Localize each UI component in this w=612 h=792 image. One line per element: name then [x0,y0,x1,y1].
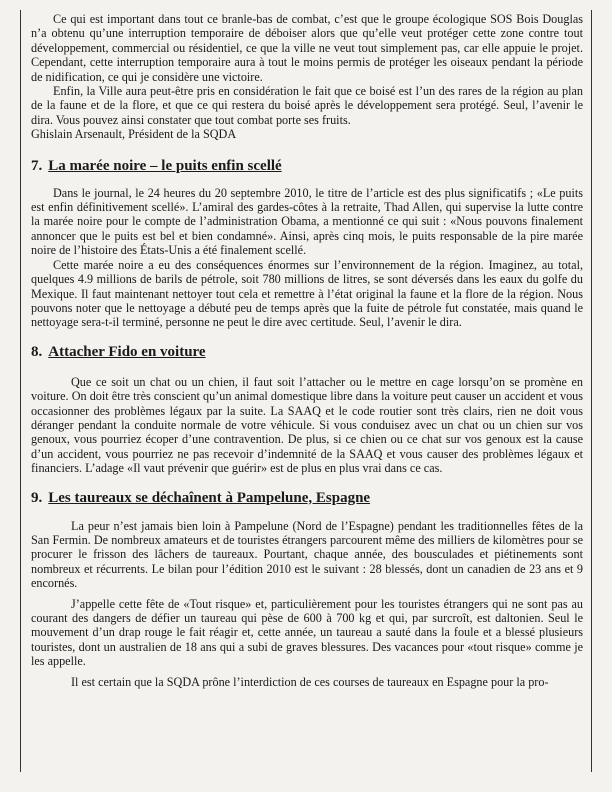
intro-paragraph-2: Enfin, la Ville aura peut-être pris en considération le fait que ce boisé est l’un des rares de la région au plan de la faune et de la flore, et que ce qui restera du boisé après le développement sera protégé. Seul, l’avenir le dira. Vous pouvez ainsi constater que tout combat porte ses fruits. [31,84,583,127]
section-8-heading [31,344,583,361]
section-7-paragraph-2: Cette marée noire a eu des conséquences énormes sur l’environnement de la région. Imaginez, au total, quelques 4.9 millions de barils de pétrole, soit 780 millions de litres, se sont déversés dans les eaux du golfe du Mexique. Il faut maintenant nettoyer tout cela et remettre à l’état original la faune et la flore de la région. Nous pouvons noter que le nettoyage a débuté peu de temps après que la fuite de pétrole fut constatée, mais quand le nettoyage sera-t-il terminé, personne ne peut le dire avec certitude. Seul, l’avenir le dira. [31,257,583,330]
section-8-title: Attacher Fido en voiture [48,343,206,360]
section-9-paragraph-2: J’appelle cette fête de «Tout risque» et, particulièrement pour les touristes étrangers qui ne sont pas au courant des dangers de défier un taureau qui pèse de 600 à 700 kg et qui, par surcroît, est daltonien. Seul le mouvement d’un drap rouge le fait réagir et, cette année, un taureau a sauté dans la foule et a blessé plusieurs touristes, dont un australien de 18 ans qui a subi de graves blessures. Des vacances pour «tout risque» comme je les appelle. [31,596,583,669]
section-9-paragraph-1: La peur n’est jamais bien loin à Pampelune (Nord de l’Espagne) pendant les traditionnelles fêtes de la San Fermin. De nombreux amateurs et de touristes étrangers parcourent même des milliers de kilomètres pour se procurer le frisson des lâchers de taureaux. Pourtant, chaque année, des bousculades et piétinements sont nombreux et récurrents. Le bilan pour l’édition 2010 est le suivant : 28 blessés, dont un canadien de 23 ans et 9 encornés. [31,518,583,591]
section-9-paragraph-3: Il est certain que la SQDA prône l’interdiction de ces courses de taureaux en Espagne pour la pro- [71,674,549,689]
section-7-number: 7. [31,157,43,174]
section-9-number: 9. [31,489,43,506]
intro-paragraph-1: Ce qui est important dans tout ce branle-bas de combat, c’est que le groupe écologique SOS Bois Douglas n’a obtenu qu’une interruption temporaire de déboiser alors que qu’elle veut protéger cette zone contre tout développement, commercial ou résidentiel, ce que la ville ne veut tout simplement pas, car elle appuie le projet. Cependant, cette interruption temporaire aura à tout le moins permis de protéger les oiseaux pendant la période de nidification, ce qui je considère une victoire. [31,12,583,84]
section-7-title: La marée noire – le puits enfin scellé [48,157,282,174]
section-8-paragraph-1: Que ce soit un chat ou un chien, il faut soit l’attacher ou le mettre en cage lorsqu’on se promène en voiture. On doit être très conscient qu’un animal domestique libre dans la voiture peut causer un accident et vous occasionner des problèmes légaux par la suite. La SAAQ et le code routier sont très clairs, rien ne doit vous déranger pendant la conduite normale de votre véhicule. Si vous conduisez avec un chat ou un chien sur vos genoux, vous pourriez écoper d’une contravention. De plus, si ce chien ou ce chat sur vos genoux est la cause d’un accident, vous pourriez ne pas recevoir d’indemnité de la SAAQ et vous causer des problèmes légaux et financiers. L’adage «Il vaut prévenir que guérir» est de plus en plus vrai dans ce cas. [31,374,583,476]
section-9-title: Les taureaux se déchaînent à Pampelune, Espagne [48,489,371,506]
signature: Ghislain Arsenault, Président de la SQDA [31,127,237,142]
page-frame [20,10,592,772]
section-7-heading [31,158,583,175]
section-8-number: 8. [31,343,43,360]
section-7-paragraph-1: Dans le journal, le 24 heures du 20 septembre 2010, le titre de l’article est des plus significatifs ; «Le puits est enfin définitivement scellé». L’amiral des gardes-côtes à la retraite, Thad Allen, qui supervise la lutte contre la marée noire pour le compte de l’administration Obama, a mentionné ce qui suit : «Nous pouvons finalement annoncer que le puits est bel et bien condamné». Ainsi, après cinq mois, le puits responsable de la pire marée noire de l’histoire des États-Unis a été finalement scellé. [31,185,583,258]
section-9-heading [31,490,583,507]
